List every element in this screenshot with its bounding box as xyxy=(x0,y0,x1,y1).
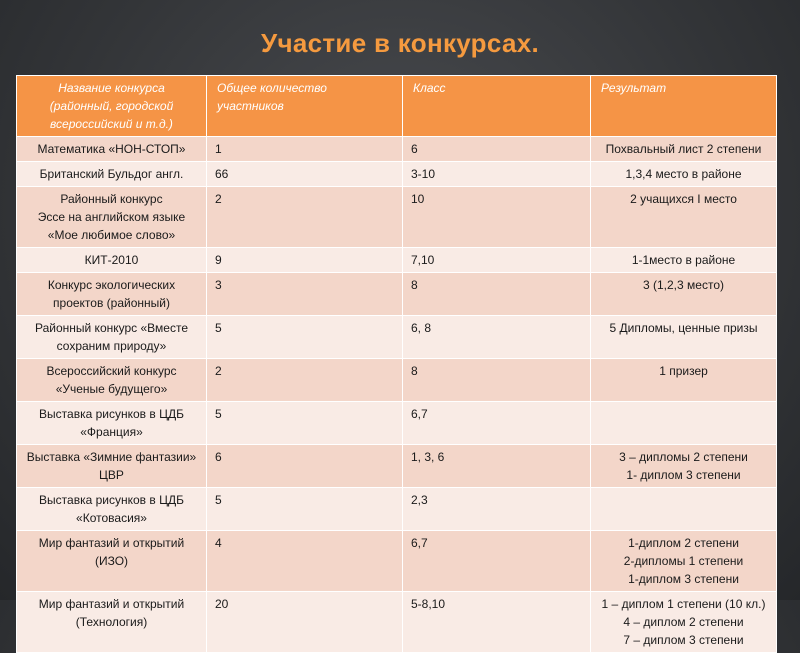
result-cell: 1 – диплом 1 степени (10 кл.) 4 – диплом 2 степени 7 – диплом 3 степени xyxy=(591,592,777,653)
result-cell: 1 призер xyxy=(591,359,777,402)
competition-name-cell: Математика «НОН-СТОП» xyxy=(17,137,207,162)
competition-name-cell: Выставка «Зимние фантазии» ЦВР xyxy=(17,445,207,488)
table-row xyxy=(17,488,777,531)
participants-count-cell: 1 xyxy=(207,137,403,162)
header-result: Результат xyxy=(591,76,777,137)
competition-name-cell: Районный конкурс «Вместе сохраним природу» xyxy=(17,316,207,359)
class-cell: 10 xyxy=(403,187,591,248)
competition-name-cell: Мир фантазий и открытий (Технология) xyxy=(17,592,207,653)
header-participants-count: Общее количество участников xyxy=(207,76,403,137)
table-row xyxy=(17,402,777,445)
class-cell: 1, 3, 6 xyxy=(403,445,591,488)
competition-name-cell: Британский Бульдог англ. xyxy=(17,162,207,187)
competition-name-cell: КИТ-2010 xyxy=(17,248,207,273)
participants-count-cell: 4 xyxy=(207,531,403,592)
result-cell: 3 (1,2,3 место) xyxy=(591,273,777,316)
class-cell: 2,3 xyxy=(403,488,591,531)
page-title: Участие в конкурсах. xyxy=(261,28,539,58)
participants-count-cell: 6 xyxy=(207,445,403,488)
table-row xyxy=(17,162,777,187)
table-row xyxy=(17,445,777,488)
participants-count-cell: 9 xyxy=(207,248,403,273)
table-row xyxy=(17,137,777,162)
class-cell: 6,7 xyxy=(403,531,591,592)
result-cell xyxy=(591,402,777,445)
competition-name-cell: Выставка рисунков в ЦДБ «Котовасия» xyxy=(17,488,207,531)
table-row xyxy=(17,273,777,316)
participants-count-cell: 2 xyxy=(207,187,403,248)
table-row xyxy=(17,248,777,273)
result-cell: 1-диплом 2 степени 2-дипломы 1 степени 1-диплом 3 степени xyxy=(591,531,777,592)
result-cell xyxy=(591,488,777,531)
result-cell: Похвальный лист 2 степени xyxy=(591,137,777,162)
result-cell: 1,3,4 место в районе xyxy=(591,162,777,187)
table-row xyxy=(17,187,777,248)
participants-count-cell: 5 xyxy=(207,402,403,445)
participants-count-cell: 5 xyxy=(207,316,403,359)
header-competition-name: Название конкурса (районный, городской всероссийский и т.д.) xyxy=(17,76,207,137)
table-row xyxy=(17,592,777,653)
class-cell: 3-10 xyxy=(403,162,591,187)
class-cell: 6 xyxy=(403,137,591,162)
table-body xyxy=(17,137,777,653)
result-cell: 5 Дипломы, ценные призы xyxy=(591,316,777,359)
competition-name-cell: Мир фантазий и открытий (ИЗО) xyxy=(17,531,207,592)
participants-count-cell: 5 xyxy=(207,488,403,531)
result-cell: 2 учащихся I место xyxy=(591,187,777,248)
class-cell: 5-8,10 xyxy=(403,592,591,653)
participants-count-cell: 20 xyxy=(207,592,403,653)
table-row xyxy=(17,531,777,592)
result-cell: 1-1место в районе xyxy=(591,248,777,273)
table-row xyxy=(17,316,777,359)
competition-name-cell: Районный конкурс Эссе на английском языке «Мое любимое слово» xyxy=(17,187,207,248)
header-class: Класс xyxy=(403,76,591,137)
table-header-row xyxy=(17,76,777,137)
class-cell: 6, 8 xyxy=(403,316,591,359)
participants-count-cell: 66 xyxy=(207,162,403,187)
class-cell: 8 xyxy=(403,273,591,316)
competition-name-cell: Всероссийский конкурс «Ученые будущего» xyxy=(17,359,207,402)
competition-name-cell: Выставка рисунков в ЦДБ «Франция» xyxy=(17,402,207,445)
participants-count-cell: 2 xyxy=(207,359,403,402)
class-cell: 8 xyxy=(403,359,591,402)
table-row xyxy=(17,359,777,402)
result-cell: 3 – дипломы 2 степени 1- диплом 3 степени xyxy=(591,445,777,488)
competitions-table xyxy=(16,75,777,653)
competition-name-cell: Конкурс экологических проектов (районный) xyxy=(17,273,207,316)
class-cell: 6,7 xyxy=(403,402,591,445)
class-cell: 7,10 xyxy=(403,248,591,273)
participants-count-cell: 3 xyxy=(207,273,403,316)
